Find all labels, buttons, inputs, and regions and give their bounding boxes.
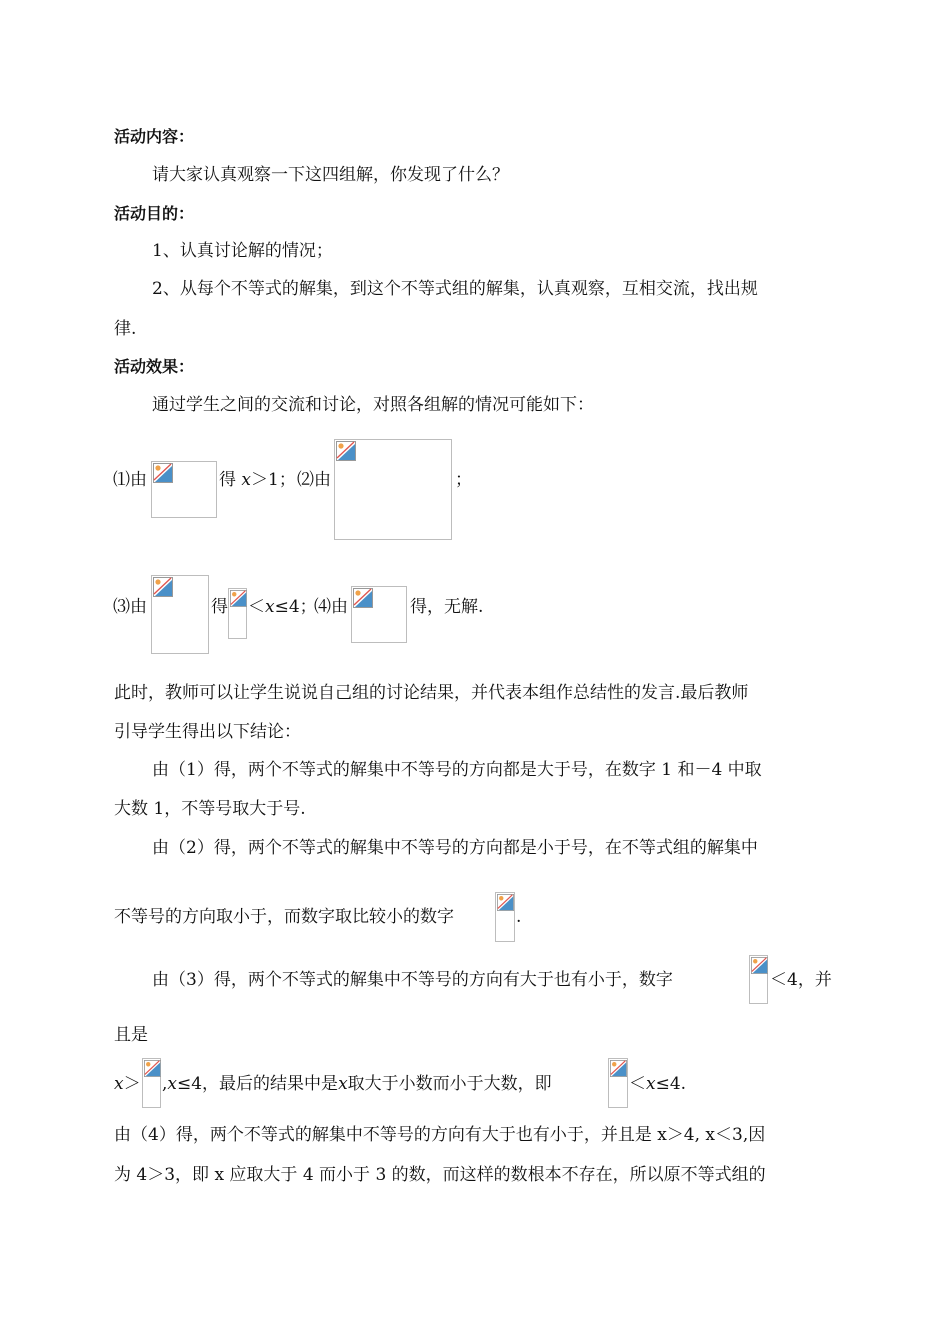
case4-prefix: ⑷由 — [314, 597, 348, 617]
case3-result-label: 得 — [211, 597, 228, 617]
p5-mid-variable: x — [167, 1074, 177, 1094]
case1-prefix: ⑴由 — [113, 470, 147, 490]
p5-variable-3: x — [646, 1074, 656, 1094]
p5-gt: ＞ — [123, 1074, 141, 1094]
discussion-p3-line1: 由（2）得，两个不等式的解集中不等号的方向都是小于号，在不等式组的解集中 — [152, 838, 758, 858]
p5-lt: ＜ — [629, 1074, 646, 1094]
broken-image-icon — [153, 577, 173, 597]
case2-prefix: ⑵由 — [297, 470, 331, 490]
broken-image-icon — [751, 957, 768, 974]
broken-image-case1 — [151, 461, 217, 518]
broken-image-icon — [610, 1060, 627, 1077]
case4-result: 得，无解. — [410, 597, 484, 617]
discussion-p3-end: . — [516, 907, 522, 927]
case3-inequality — [248, 596, 317, 618]
p5-variable: x — [114, 1074, 124, 1094]
broken-image-icon — [353, 588, 373, 608]
broken-image-case3 — [151, 575, 209, 654]
discussion-p5-start — [114, 1073, 141, 1095]
discussion-p3-line2: 不等号的方向取小于，而数字取比较小的数字 — [114, 907, 454, 927]
broken-image-case2 — [334, 439, 452, 540]
discussion-p5-middle — [162, 1073, 552, 1095]
discussion-p6-line2: 为 4＞3，即 x 应取大于 4 而小于 3 的数，而这样的数根本不存在，所以原不等式组的 — [114, 1165, 766, 1185]
p5-mid-text: ≤4，最后的结果中是 — [177, 1074, 339, 1094]
discussion-p1-line1: 此时，教师可以让学生说说自己组的讨论结果，并代表本组作总结性的发言.最后教师 — [114, 683, 749, 703]
broken-image-icon — [336, 441, 356, 461]
broken-image-p5-lower — [142, 1058, 161, 1108]
discussion-p2-line2: 大数 1，不等号取大于号. — [114, 799, 306, 819]
case2-end: ； — [455, 470, 472, 490]
broken-image-icon — [144, 1060, 161, 1077]
broken-image-p4-number — [749, 955, 768, 1004]
p5-comma: , — [162, 1074, 168, 1094]
broken-image-case3-bound — [228, 588, 247, 639]
broken-image-icon — [230, 590, 247, 607]
p5-tail-text: 取大于小数而小于大数，即 — [347, 1074, 552, 1094]
discussion-p4-line1-end: ＜4，并 — [770, 970, 832, 990]
discussion-p2-line1: 由（1）得，两个不等式的解集中不等号的方向都是大于号，在数字 1 和－4 中取 — [152, 760, 762, 780]
goal-item-1: 1、认真讨论解的情况； — [152, 241, 333, 261]
discussion-p5-end — [629, 1073, 686, 1095]
discussion-p4-line1: 由（3）得，两个不等式的解集中不等号的方向有大于也有小于，数字 — [152, 970, 673, 990]
case3-variable: x — [265, 597, 275, 617]
case1-variable: x — [241, 470, 251, 490]
paragraph-activity-effect: 通过学生之间的交流和讨论，对照各组解的情况可能如下： — [152, 395, 594, 415]
case1-result-label: 得 — [219, 470, 236, 490]
case3-rest: ≤4； — [274, 597, 317, 617]
broken-image-p3-number — [495, 892, 515, 942]
case1-result — [219, 469, 296, 491]
case3-lt: ＜ — [248, 597, 265, 617]
broken-image-icon — [497, 894, 514, 911]
p5-end-text: ≤4. — [655, 1074, 687, 1094]
broken-image-case4 — [351, 586, 407, 643]
discussion-p6-line1: 由（4）得，两个不等式的解集中不等号的方向有大于也有小于，并且是 x＞4, x＜3,因 — [114, 1125, 766, 1145]
p5-variable-2: x — [338, 1074, 348, 1094]
heading-activity-goal: 活动目的： — [114, 204, 195, 223]
broken-image-p5-result — [608, 1058, 628, 1108]
paragraph-activity-content: 请大家认真观察一下这四组解，你发现了什么？ — [152, 165, 509, 185]
broken-image-icon — [153, 463, 173, 483]
case3-prefix: ⑶由 — [113, 597, 147, 617]
discussion-p4-line2: 且是 — [114, 1025, 148, 1045]
heading-activity-effect: 活动效果： — [114, 357, 195, 376]
discussion-p1-line2: 引导学生得出以下结论： — [114, 722, 301, 742]
goal-item-2-line1: 2、从每个不等式的解集，到这个不等式组的解集，认真观察，互相交流，找出规 — [152, 279, 758, 299]
goal-item-2-line2: 律. — [114, 319, 137, 339]
heading-activity-content: 活动内容： — [114, 127, 195, 146]
case1-result-value: ＞1； — [251, 470, 296, 490]
